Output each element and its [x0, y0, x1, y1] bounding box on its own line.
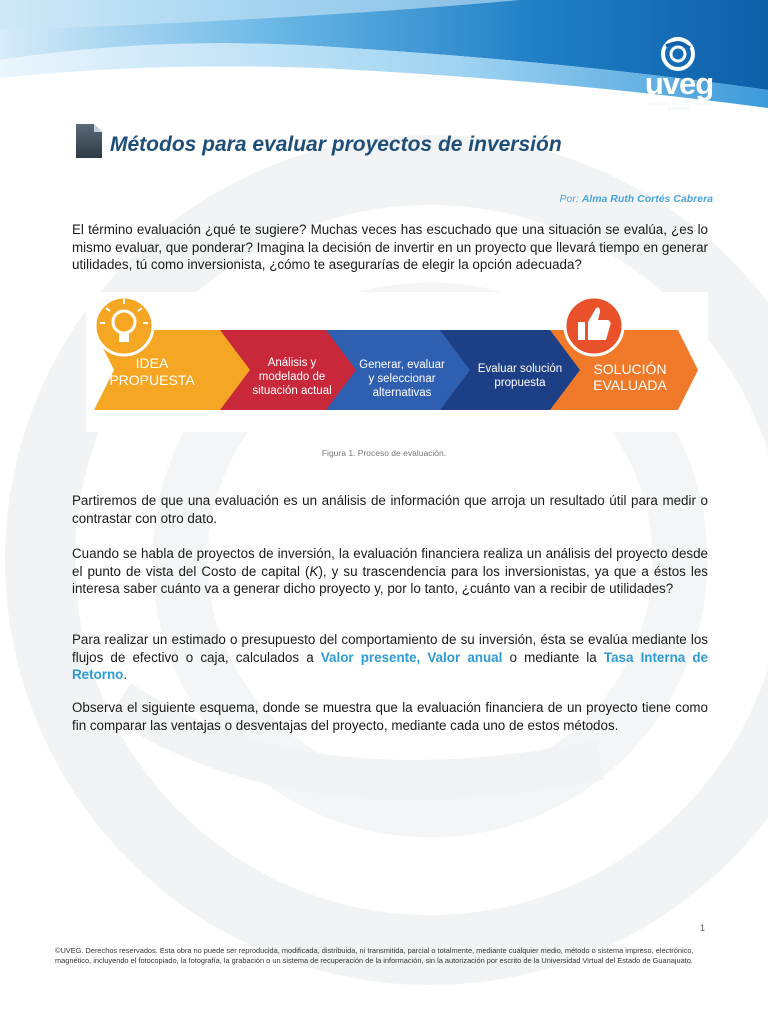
- step-5-line2: EVALUADA: [593, 377, 667, 393]
- step-1-line1: IDEA: [135, 355, 169, 371]
- title-row: [76, 124, 716, 164]
- author-prefix: Por:: [559, 193, 582, 205]
- logo-text: uveg: [644, 66, 714, 101]
- paragraph-4: Observa el siguiente esquema, donde se muestra que la evaluación financiera de un proyecto tiene como fin comparar las ventajas o desventajas del proyecto, mediante cada uno de estos métodos.: [72, 700, 708, 733]
- copyright-footer: ©UVEG. Derechos reservados. Esta obra no puede ser reproducida, modificada, distribuida, ni transmitida, parcial o totalmente, mediante cualquier medio, método o sistema impreso, electrónico, magnético, incluyendo el fotocopiado, la fotografía, la grabación o un sistema de recuperación de la información, sin la autorización por escrito de la Universidad Virtual del Estado de Guanajuato.: [55, 946, 694, 965]
- paragraph-1: Partiremos de que una evaluación es un análisis de información que arroja un resultado útil para medir o contrastar con otro dato.: [72, 493, 708, 526]
- step-2-line3: situación actual: [252, 385, 332, 397]
- lightbulb-icon: [95, 297, 153, 355]
- figure-caption: Figura 1. Proceso de evaluación.: [321, 448, 447, 458]
- step-1-line2: PROPUESTA: [109, 372, 195, 388]
- link-valor-presente-anual[interactable]: Valor presente, Valor anual: [320, 649, 503, 665]
- p2-after: ), y su trascendencia para los inversionistas, ya que a éstos les interesa saber cuánto va a generar dicho proyecto y, por lo tanto, ¿cuánto van a recibir de utilidades?: [72, 563, 708, 597]
- p2-before: Cuando se habla de proyectos de inversión, la evaluación financiera realiza un análisis del proyecto desde el punto de vista del Costo de capital (: [72, 546, 708, 579]
- step-4-line2: propuesta: [494, 377, 546, 389]
- process-figure: [86, 292, 708, 432]
- paragraph-3: [72, 631, 708, 684]
- step-5-line1: SOLUCIÓN: [593, 361, 667, 377]
- step-3-line1: Generar, evaluar: [359, 359, 445, 371]
- step-2-line1: Análisis y: [267, 357, 317, 369]
- page-number: 1: [700, 923, 706, 933]
- uveg-logo: [638, 36, 718, 112]
- step-2-line2: modelado de: [258, 371, 326, 383]
- author-line: [560, 193, 713, 205]
- intro-paragraph: El término evaluación ¿qué te sugiere? Muchas veces has escuchado que una situación se evalúa, ¿es lo mismo evaluar, que ponderar? Imagina la decisión de invertir en un proyecto que llevará tiempo en generar utilidades, tú como inversionista, ¿cómo te asegurarías de elegir la opción adecuada?: [72, 222, 708, 273]
- document-icon: [76, 124, 102, 158]
- link-tasa-interna-retorno[interactable]: Tasa Interna de Retorno: [72, 649, 708, 683]
- p2-k: K: [309, 563, 319, 579]
- logo-tagline: universidad virtual del estado de guanajuato: [646, 101, 712, 111]
- p3-before: Para realizar un estimado o presupuesto del comportamiento de su inversión, ésta se evalúa mediante los flujos de efectivo o caja, calculados a: [72, 632, 708, 665]
- step-4-line1: Evaluar solución: [477, 363, 563, 375]
- step-3-line3: alternativas: [372, 387, 432, 399]
- p3-end: .: [123, 667, 128, 683]
- thumbs-up-icon: [565, 297, 623, 355]
- step-3-line2: y seleccionar: [368, 373, 436, 385]
- page-title: Métodos para evaluar proyectos de inversión: [110, 133, 562, 156]
- p3-mid: o mediante la: [502, 649, 604, 665]
- paragraph-2: [72, 545, 708, 598]
- author-name: Alma Ruth Cortés Cabrera: [581, 193, 713, 205]
